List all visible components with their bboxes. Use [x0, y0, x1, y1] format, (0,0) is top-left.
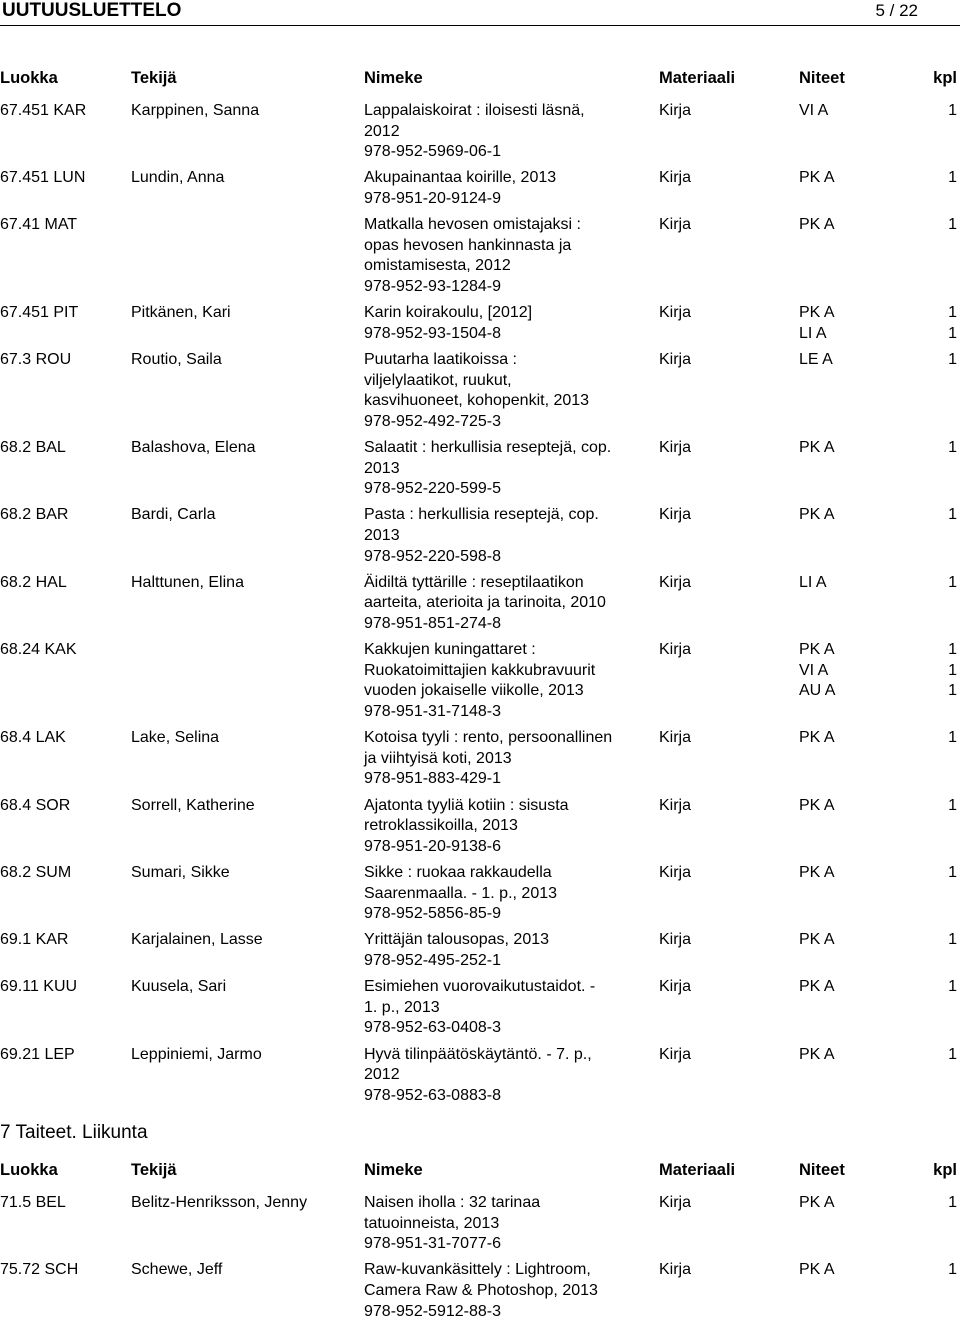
cell-niteet	[799, 1045, 835, 1066]
cell-luokka: 69.1 KAR	[0, 931, 69, 949]
cell-nimeke-line: 978-952-495-252-1	[364, 951, 501, 969]
cell-tekija: Halttunen, Elina	[131, 573, 244, 591]
cell-materiaali: Kirja	[659, 641, 692, 659]
cell-luokka: 68.4 LAK	[0, 729, 66, 747]
cell-kpl	[948, 303, 957, 344]
cell-materiaali: Kirja	[659, 1261, 692, 1279]
cell-nimeke	[364, 640, 652, 722]
cell-nimeke	[364, 1045, 652, 1107]
cell-luokka: 68.2 SUM	[0, 864, 72, 881]
cell-tekija: Leppiniemi, Jarmo	[131, 1045, 262, 1063]
cell-nimeke-line: 2013	[364, 459, 400, 477]
cell-niteet-line: PK A	[799, 1194, 835, 1211]
cell-kpl-line: 1	[948, 682, 957, 700]
cell-kpl	[948, 1045, 957, 1066]
cell-niteet	[799, 505, 835, 526]
cell-nimeke-line: 978-951-883-429-1	[364, 770, 501, 788]
cell-niteet-line: PK A	[799, 1045, 835, 1063]
cell-nimeke-line: tatuoinneista, 2013	[364, 1214, 500, 1232]
cell-luokka: 67.41 MAT	[0, 216, 78, 234]
cell-nimeke-line: Yrittäjän talousopas, 2013	[364, 931, 550, 949]
section-title: 7 Taiteet. Liikunta	[0, 1122, 148, 1143]
cell-kpl	[948, 168, 957, 189]
cell-materiaali: Kirja	[659, 216, 692, 234]
cell-nimeke-line: viljelylaatikot, ruukut,	[364, 371, 512, 389]
cell-niteet-line: LI A	[799, 573, 827, 591]
cell-nimeke-line: Karin koirakoulu, [2012]	[364, 304, 533, 322]
cell-luokka: 67.451 LUN	[0, 169, 86, 187]
cell-nimeke-line: Salaatit : herkullisia reseptejä, cop.	[364, 439, 612, 456]
cell-materiaali: Kirja	[659, 1045, 692, 1063]
cell-materiaali: Kirja	[659, 102, 692, 119]
column-header-row	[0, 68, 960, 90]
cell-kpl-line: 1	[948, 1261, 957, 1279]
column-header-tekija: Tekijä	[131, 69, 177, 87]
cell-niteet-line: VI A	[799, 661, 829, 679]
cell-niteet	[799, 977, 835, 998]
cell-kpl-line: 1	[948, 796, 957, 814]
cell-nimeke-line: 978-951-31-7077-6	[364, 1235, 501, 1253]
cell-kpl	[948, 573, 957, 594]
cell-nimeke-line: 978-952-63-0883-8	[364, 1086, 501, 1104]
cell-kpl-line: 1	[948, 351, 957, 368]
cell-materiaali: Kirja	[659, 931, 692, 949]
cell-nimeke-line: Saarenmaalla. - 1. p., 2013	[364, 884, 558, 902]
cell-materiaali: Kirja	[659, 439, 692, 456]
cell-niteet	[799, 438, 835, 459]
page-header	[0, 0, 960, 28]
cell-niteet	[799, 573, 827, 594]
cell-nimeke-line: 978-952-63-0408-3	[364, 1019, 501, 1037]
column-header-materiaali: Materiaali	[659, 1161, 736, 1179]
cell-nimeke-line: Akupainantaa koirille, 2013	[364, 169, 557, 187]
cell-niteet-line: AU A	[799, 682, 836, 700]
cell-nimeke-line: opas hevosen hankinnasta ja	[364, 236, 572, 254]
cell-niteet-line: LI A	[799, 324, 827, 342]
cell-luokka: 67.451 PIT	[0, 304, 79, 322]
cell-kpl-line: 1	[948, 304, 957, 322]
cell-tekija: Karppinen, Sanna	[131, 102, 260, 119]
cell-tekija: Routio, Saila	[131, 351, 222, 368]
cell-luokka: 68.2 BAR	[0, 506, 69, 524]
cell-kpl-line: 1	[948, 506, 957, 524]
cell-nimeke-line: 2012	[364, 1066, 400, 1084]
cell-nimeke-line: vuoden jokaiselle viikolle, 2013	[364, 682, 584, 700]
cell-kpl	[948, 438, 957, 459]
cell-nimeke	[364, 350, 652, 432]
column-header-tekija: Tekijä	[131, 1161, 177, 1179]
cell-nimeke-line: Ajatonta tyyliä kotiin : sisusta	[364, 796, 569, 814]
cell-nimeke-line: aarteita, aterioita ja tarinoita, 2010	[364, 594, 606, 612]
cell-nimeke-line: Ruokatoimittajien kakkubravuurit	[364, 661, 596, 679]
cell-nimeke-line: 2013	[364, 526, 400, 544]
cell-niteet-line: PK A	[799, 864, 835, 881]
cell-kpl	[948, 350, 957, 371]
cell-tekija: Balashova, Elena	[131, 439, 256, 456]
cell-kpl	[948, 215, 957, 236]
column-header-nimeke: Nimeke	[364, 69, 423, 87]
cell-niteet-line: PK A	[799, 304, 835, 322]
column-header-kpl: kpl	[933, 1161, 957, 1179]
cell-kpl	[948, 728, 957, 749]
cell-nimeke-line: 978-951-20-9124-9	[364, 189, 501, 207]
cell-nimeke-line: kasvihuoneet, kohopenkit, 2013	[364, 392, 590, 410]
cell-nimeke-line: Esimiehen vuorovaikutustaidot. -	[364, 978, 596, 996]
cell-tekija: Lake, Selina	[131, 729, 220, 747]
cell-materiaali: Kirja	[659, 1194, 692, 1211]
cell-niteet-line: PK A	[799, 439, 835, 456]
column-header-nimeke: Nimeke	[364, 1161, 423, 1179]
cell-luokka: 68.2 HAL	[0, 573, 67, 591]
cell-niteet	[799, 168, 835, 189]
cell-kpl-line: 1	[948, 102, 957, 119]
cell-nimeke-line: Lappalaiskoirat : iloisesti läsnä,	[364, 102, 585, 119]
cell-kpl	[948, 796, 957, 817]
cell-luokka: 69.21 LEP	[0, 1045, 75, 1063]
cell-tekija: Schewe, Jeff	[131, 1261, 223, 1279]
cell-kpl-line: 1	[948, 931, 957, 949]
cell-nimeke-line: Pasta : herkullisia reseptejä, cop.	[364, 506, 599, 524]
column-header-niteet: Niteet	[799, 69, 845, 87]
cell-nimeke-line: 978-952-5912-88-3	[364, 1302, 501, 1320]
cell-nimeke-line: Raw-kuvankäsittely : Lightroom,	[364, 1261, 591, 1279]
cell-nimeke	[364, 796, 652, 858]
cell-kpl-line: 1	[948, 1194, 957, 1211]
cell-materiaali: Kirja	[659, 169, 692, 187]
cell-niteet	[799, 640, 835, 702]
cell-luokka: 71.5 BEL	[0, 1194, 66, 1211]
cell-nimeke-line: 978-952-492-725-3	[364, 412, 501, 430]
cell-luokka: 67.451 KAR	[0, 102, 87, 119]
cell-kpl-line: 1	[948, 573, 957, 591]
cell-kpl	[948, 863, 957, 884]
cell-kpl-line: 1	[948, 1045, 957, 1063]
cell-nimeke	[364, 215, 652, 297]
cell-kpl-line: 1	[948, 324, 957, 342]
column-header-kpl: kpl	[933, 69, 957, 87]
cell-nimeke	[364, 1260, 652, 1322]
cell-niteet	[799, 863, 835, 884]
cell-materiaali: Kirja	[659, 351, 692, 368]
cell-nimeke-line: Hyvä tilinpäätöskäytäntö. - 7. p.,	[364, 1045, 592, 1063]
cell-luokka: 68.2 BAL	[0, 439, 66, 456]
cell-niteet	[799, 215, 835, 236]
column-header-materiaali: Materiaali	[659, 69, 736, 87]
header-rule	[0, 25, 960, 26]
cell-kpl	[948, 1193, 957, 1214]
cell-nimeke-line: 978-952-5856-85-9	[364, 905, 501, 923]
cell-nimeke-line: 978-952-5969-06-1	[364, 143, 501, 161]
cell-niteet	[799, 1193, 835, 1214]
cell-nimeke	[364, 728, 652, 790]
cell-nimeke-line: 1. p., 2013	[364, 998, 440, 1016]
cell-nimeke-line: Camera Raw & Photoshop, 2013	[364, 1281, 598, 1299]
cell-materiaali: Kirja	[659, 304, 692, 322]
cell-nimeke	[364, 573, 652, 635]
cell-niteet	[799, 728, 835, 749]
cell-tekija: Sorrell, Katherine	[131, 796, 255, 814]
cell-tekija: Pitkänen, Kari	[131, 304, 231, 322]
cell-tekija: Lundin, Anna	[131, 169, 225, 187]
document-title: UUTUUSLUETTELO	[2, 0, 182, 21]
cell-kpl-line: 1	[948, 641, 957, 659]
page-number: 5 / 22	[875, 1, 918, 20]
cell-kpl-line: 1	[948, 729, 957, 747]
cell-nimeke	[364, 977, 652, 1039]
cell-tekija: Belitz-Henriksson, Jenny	[131, 1194, 308, 1211]
cell-nimeke-line: 978-952-220-599-5	[364, 480, 501, 498]
cell-niteet	[799, 796, 835, 817]
cell-kpl-line: 1	[948, 978, 957, 996]
cell-nimeke-line: Naisen iholla : 32 tarinaa	[364, 1194, 541, 1211]
cell-niteet-line: LE A	[799, 351, 833, 368]
cell-nimeke	[364, 101, 652, 163]
cell-kpl-line: 1	[948, 439, 957, 456]
cell-nimeke	[364, 1193, 652, 1255]
cell-kpl	[948, 930, 957, 951]
cell-nimeke-line: 978-952-220-598-8	[364, 547, 501, 565]
cell-niteet-line: PK A	[799, 1261, 835, 1279]
cell-nimeke-line: ja viihtyisä koti, 2013	[364, 749, 512, 767]
cell-kpl	[948, 977, 957, 998]
cell-tekija: Karjalainen, Lasse	[131, 931, 263, 949]
cell-materiaali: Kirja	[659, 864, 692, 881]
cell-nimeke-line: 978-951-851-274-8	[364, 614, 501, 632]
cell-materiaali: Kirja	[659, 506, 692, 524]
cell-kpl-line: 1	[948, 864, 957, 881]
column-header-luokka: Luokka	[0, 1161, 58, 1179]
cell-luokka: 69.11 KUU	[0, 978, 78, 996]
cell-kpl	[948, 1260, 957, 1281]
cell-kpl-line: 1	[948, 661, 957, 679]
cell-niteet-line: PK A	[799, 216, 835, 234]
cell-niteet	[799, 350, 833, 371]
cell-niteet-line: PK A	[799, 641, 835, 659]
cell-nimeke-line: omistamisesta, 2012	[364, 257, 511, 275]
cell-kpl	[948, 640, 957, 702]
cell-tekija: Bardi, Carla	[131, 506, 216, 524]
column-header-niteet: Niteet	[799, 1161, 845, 1179]
cell-niteet-line: PK A	[799, 729, 835, 747]
cell-luokka: 75.72 SCH	[0, 1261, 79, 1279]
cell-nimeke	[364, 930, 652, 971]
cell-kpl	[948, 505, 957, 526]
cell-nimeke-line: Kotoisa tyyli : rento, persoonallinen	[364, 729, 613, 747]
column-header-luokka: Luokka	[0, 69, 58, 87]
cell-kpl-line: 1	[948, 169, 957, 187]
cell-niteet-line: PK A	[799, 931, 835, 949]
cell-luokka: 68.24 KAK	[0, 641, 77, 659]
cell-nimeke-line: Kakkujen kuningattaret :	[364, 641, 536, 659]
cell-niteet-line: PK A	[799, 796, 835, 814]
cell-materiaali: Kirja	[659, 978, 692, 996]
cell-luokka: 68.4 SOR	[0, 796, 71, 814]
cell-nimeke-line: 978-951-31-7148-3	[364, 702, 501, 720]
cell-niteet-line: PK A	[799, 169, 835, 187]
cell-nimeke-line: retroklassikoilla, 2013	[364, 817, 518, 835]
cell-nimeke	[364, 438, 652, 500]
cell-nimeke-line: Sikke : ruokaa rakkaudella	[364, 864, 552, 881]
cell-materiaali: Kirja	[659, 796, 692, 814]
cell-nimeke-line: 978-951-20-9138-6	[364, 837, 501, 855]
column-header-row-2	[0, 1160, 960, 1182]
cell-kpl	[948, 101, 957, 122]
cell-materiaali: Kirja	[659, 729, 692, 747]
cell-tekija: Sumari, Sikke	[131, 864, 230, 881]
cell-niteet	[799, 303, 835, 344]
cell-niteet-line: PK A	[799, 978, 835, 996]
cell-nimeke-line: Puutarha laatikoissa :	[364, 351, 517, 368]
cell-kpl-line: 1	[948, 216, 957, 234]
cell-nimeke-line: 2012	[364, 122, 400, 140]
cell-niteet	[799, 930, 835, 951]
cell-nimeke-line: Äidiltä tyttärille : reseptilaatikon	[364, 573, 584, 591]
cell-nimeke-line: 978-952-93-1504-8	[364, 324, 501, 342]
cell-nimeke	[364, 303, 652, 344]
cell-nimeke	[364, 168, 652, 209]
cell-niteet	[799, 101, 828, 122]
cell-niteet	[799, 1260, 835, 1281]
cell-luokka: 67.3 ROU	[0, 351, 72, 368]
cell-niteet-line: PK A	[799, 506, 835, 524]
cell-nimeke	[364, 505, 652, 567]
cell-tekija: Kuusela, Sari	[131, 978, 227, 996]
cell-nimeke-line: Matkalla hevosen omistajaksi :	[364, 216, 581, 234]
cell-niteet-line: VI A	[799, 102, 829, 119]
cell-materiaali: Kirja	[659, 573, 692, 591]
cell-nimeke	[364, 863, 652, 925]
cell-nimeke-line: 978-952-93-1284-9	[364, 277, 501, 295]
